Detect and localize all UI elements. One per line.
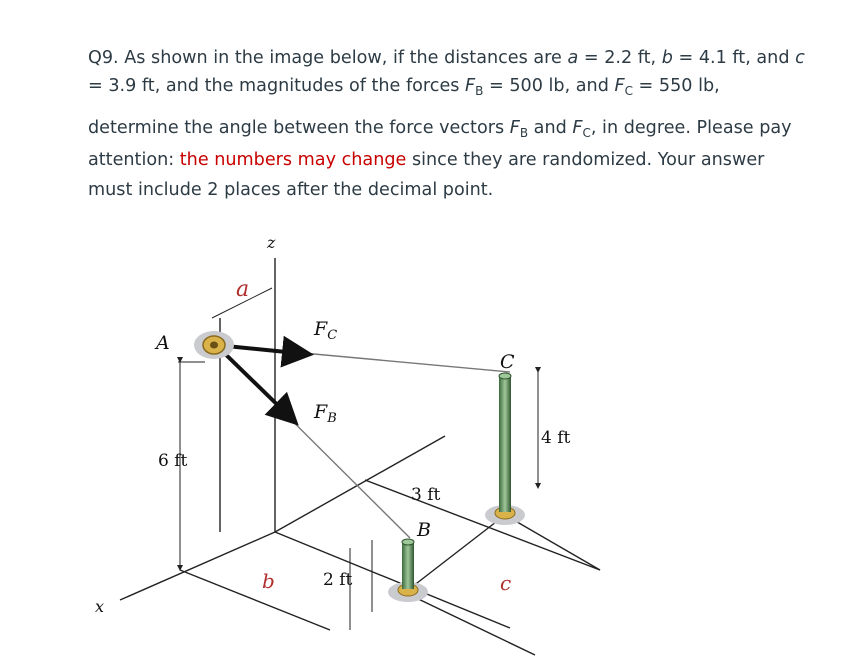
- symbol-f: F: [572, 118, 583, 138]
- symbol-f: F: [614, 76, 625, 96]
- attention-label: attention:: [88, 150, 175, 170]
- and-word: and: [533, 118, 567, 138]
- symbol-f: F: [465, 76, 476, 96]
- value-c: = 3.9 ft, and the magnitudes of the forces: [88, 76, 460, 96]
- force-vector-fb: [216, 345, 293, 420]
- symbol-b: b: [661, 48, 673, 68]
- question-line-3b: , in degree. Please pay: [590, 118, 792, 138]
- equals-sign: =: [632, 76, 659, 96]
- handwritten-a: a: [236, 277, 250, 302]
- z-axis-label: z: [267, 233, 276, 252]
- anchor-a: [194, 331, 234, 359]
- dim-4ft-label: 4 ft: [541, 428, 571, 448]
- dim-6ft-label: 6 ft: [158, 451, 188, 471]
- post-c: [485, 373, 525, 525]
- value-b: 4.1 ft, and: [698, 48, 790, 68]
- question-line-4b: since they are randomized. Your answer: [411, 150, 765, 170]
- dim-3ft-label: 3 ft: [411, 485, 441, 505]
- subscript-c: C: [624, 84, 633, 98]
- x-axis-label: x: [95, 597, 105, 616]
- point-b-label: B: [417, 519, 431, 541]
- fc-label: $F_C$: [314, 318, 338, 343]
- subscript-b: B: [519, 126, 529, 140]
- subscript-b: B: [475, 84, 484, 98]
- equals-sign: =: [672, 48, 699, 68]
- symbol-a: a: [567, 48, 579, 68]
- handwritten-c: c: [500, 571, 512, 595]
- subscript-c: C: [582, 126, 591, 140]
- equals-sign: =: [578, 48, 605, 68]
- point-c-label: C: [500, 351, 515, 373]
- value-fc: 550 lb,: [658, 76, 720, 96]
- fb-label: $F_B$: [314, 401, 337, 426]
- handwritten-b: b: [262, 569, 275, 593]
- randomized-warning: the numbers may change: [179, 150, 407, 170]
- point-a-label: A: [156, 332, 170, 354]
- value-fb: 500 lb, and: [509, 76, 609, 96]
- value-a: 2.2 ft,: [604, 48, 657, 68]
- question-line-5-text: must include 2 places after the decimal point.: [88, 180, 494, 200]
- question-line-3a: determine the angle between the force vectors: [88, 118, 505, 138]
- symbol-c: c: [795, 48, 805, 68]
- equals-sign: =: [483, 76, 510, 96]
- symbol-f: F: [509, 118, 520, 138]
- ground-lines: [120, 436, 600, 655]
- question-prefix: Q9. As shown in the image below, if the distances are: [88, 48, 562, 68]
- dim-2ft-label: 2 ft: [323, 570, 353, 590]
- post-b: [388, 539, 428, 602]
